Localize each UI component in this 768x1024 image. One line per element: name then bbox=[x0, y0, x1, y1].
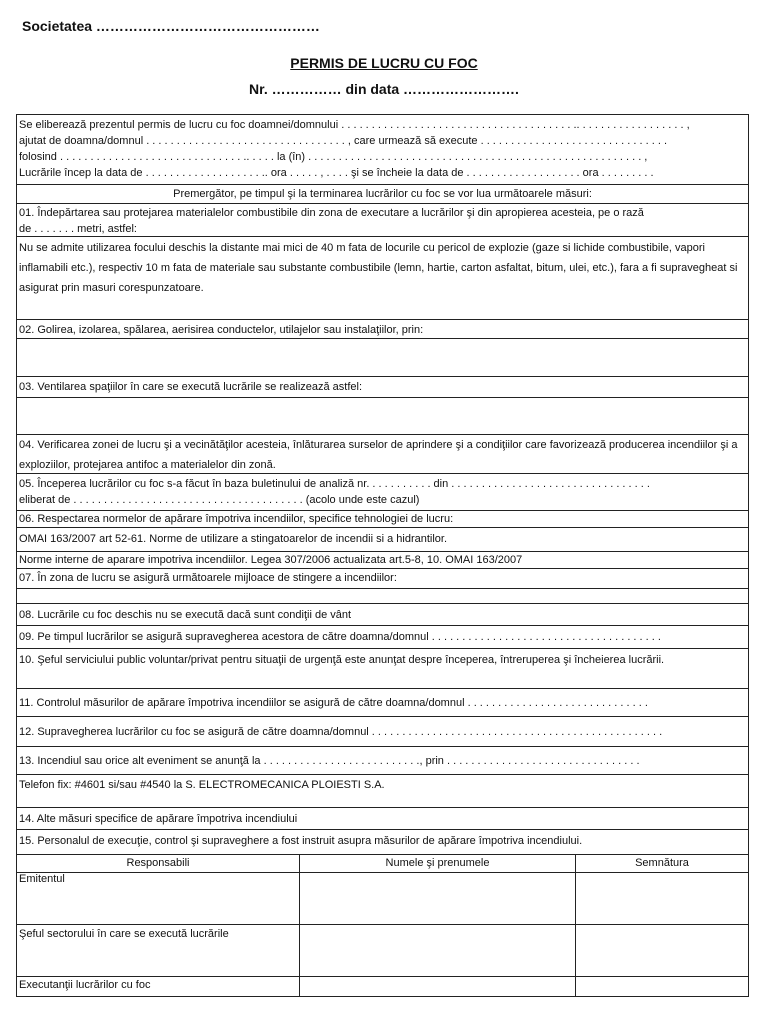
name-cell[interactable] bbox=[300, 925, 576, 976]
item-06-text-2: Norme interne de aparare impotriva incendiilor. Legea 307/2006 actualizata art.5-8, 10. OMAI 163/2007 bbox=[16, 552, 749, 569]
item-14: 14. Alte măsuri specifice de apărare împotriva incendiului bbox=[16, 808, 749, 830]
item-11: 11. Controlul măsurilor de apărare împotriva incendiilor se asigură de către doamna/domnul . . . . . . . . . . . . . . . . . . . . . . . . . . . . . . bbox=[16, 689, 749, 717]
responsible-row-emitent bbox=[16, 873, 749, 925]
item-01-line-2: de . . . . . . . metri, astfel: bbox=[19, 223, 137, 235]
col-header-nume: Numele şi prenumele bbox=[300, 855, 576, 872]
signature-cell[interactable] bbox=[576, 977, 748, 996]
item-07-blank[interactable] bbox=[16, 589, 749, 604]
signature-cell[interactable] bbox=[576, 873, 748, 924]
measures-heading: Premergător, pe timpul şi la terminarea lucrărilor cu foc se vor lua următoarele măsuri: bbox=[16, 185, 749, 204]
item-13: 13. Incendiul sau orice alt eveniment se anunţă la . . . . . . . . . . . . . . . . . . . . . . . . . ., prin . . . . . . . . . . . . . . . . . . . . . . . . . . . . . . . . bbox=[16, 747, 749, 775]
item-09: 09. Pe timpul lucrărilor se asigură supravegherea acestora de către doamna/domnul . . . . . . . . . . . . . . . . . . . . . . . . . . . . . . . . . . . . . . bbox=[16, 626, 749, 649]
item-01-text: Nu se admite utilizarea focului deschis la distante mai mici de 40 m fata de locurile cu pericol de explozie (gaze si lichide combustibile, vapori inflamabili etc.), respectiv 10 m fata de materiale sau substante combustibile (lemn, hartie, carton asfaltat, bitum, ulei, etc.), fara a fi supravegheat si asigurat prin masuri corespunzatoare. bbox=[16, 237, 749, 320]
item-10: 10. Şeful serviciului public voluntar/privat pentru situaţii de urgenţă este anunţat despre începerea, întreruperea şi încheierea lucrării. bbox=[16, 649, 749, 689]
responsible-label: Şeful sectorului în care se execută lucrările bbox=[17, 925, 300, 976]
col-header-semnatura: Semnătura bbox=[635, 857, 689, 869]
col-header-responsabili: Responsabili bbox=[17, 855, 300, 872]
item-02: 02. Golirea, izolarea, spălarea, aerisirea conductelor, utilajelor sau instalaţiilor, prin: bbox=[16, 320, 749, 339]
item-12: 12. Supravegherea lucrărilor cu foc se asigură de către doamna/domnul . . . . . . . . . . . . . . . . . . . . . . . . . . . . . . . . . . . . . . . . . . . . . . . . bbox=[16, 717, 749, 747]
permit-number-line: Nr. …………… din data ……………………. bbox=[249, 81, 519, 97]
responsible-label: Emitentul bbox=[17, 873, 300, 924]
responsibles-header-row bbox=[16, 855, 749, 873]
intro-section bbox=[16, 115, 749, 185]
item-05-line-1: 05. Începerea lucrărilor cu foc s-a făcut în baza buletinului de analiză nr. . . . . . . . . . . din . . . . . . . . . . . . . . . . . . . . . . . . . . . . . . . . . bbox=[19, 478, 650, 490]
item-07: 07. În zona de lucru se asigură următoarele mijloace de stingere a incendiilor: bbox=[16, 569, 749, 589]
item-03-blank[interactable] bbox=[16, 398, 749, 435]
item-02-blank[interactable] bbox=[16, 339, 749, 377]
item-15: 15. Personalul de execuţie, control şi supraveghere a fost instruit asupra măsurilor de apărare împotriva incendiului. bbox=[16, 830, 749, 855]
company-line: Societatea ………………………………………… bbox=[22, 18, 320, 34]
document-title: PERMIS DE LUCRU CU FOC bbox=[290, 55, 478, 71]
intro-line-3: folosind . . . . . . . . . . . . . . . . . . . . . . . . . . . . . . .. . . . . la (în) . . . . . . . . . . . . . . . . . . . . . . . . . . . . . . . . . . . . . . . . . . . . . . . . . . . . . . . , bbox=[19, 151, 648, 163]
intro-line-4: Lucrările încep la data de . . . . . . . . . . . . . . . . . . . .. ora . . . . . , . . . . şi se încheie la data de . . . . . . . . . . . . . . . . . . . ora . . . . . . . . . bbox=[19, 167, 654, 179]
item-03: 03. Ventilarea spaţiilor în care se execută lucrările se realizează astfel: bbox=[16, 377, 749, 398]
item-06-text-1: OMAI 163/2007 art 52-61. Norme de utilizare a stingatoarelor de incendii si a hidrantilor. bbox=[16, 528, 749, 552]
item-05 bbox=[16, 474, 749, 511]
name-cell[interactable] bbox=[300, 977, 576, 996]
permit-form bbox=[16, 114, 749, 997]
responsible-row-executants bbox=[16, 977, 749, 997]
item-06: 06. Respectarea normelor de apărare împotriva incendiilor, specifice tehnologiei de lucru: bbox=[16, 511, 749, 528]
signature-cell[interactable] bbox=[576, 925, 748, 976]
item-08: 08. Lucrările cu foc deschis nu se execută dacă sunt condiţii de vânt bbox=[16, 604, 749, 626]
item-01 bbox=[16, 204, 749, 237]
item-05-line-2: eliberat de . . . . . . . . . . . . . . . . . . . . . . . . . . . . . . . . . . . . . . (acolo unde este cazul) bbox=[19, 494, 420, 506]
item-04: 04. Verificarea zonei de lucru şi a vecinătăţilor acesteia, înlăturarea surselor de aprindere şi a condiţiilor care favorizează producerea incendiilor şi a exploziilor, protejarea antifoc a materialelor din zonă. bbox=[16, 435, 749, 474]
intro-line-2: ajutat de doamna/domnul . . . . . . . . . . . . . . . . . . . . . . . . . . . . . . . . . , care urmează să execute . . . . . . . . . . . . . . . . . . . . . . . . . . . . . . . bbox=[19, 135, 668, 147]
item-01-line-1: 01. Îndepărtarea sau protejarea materialelor combustibile din zona de executare a lucrărilor şi din apropierea acesteia, pe o rază bbox=[19, 207, 644, 219]
responsible-label: Executanţii lucrărilor cu foc bbox=[17, 977, 300, 996]
phone-line: Telefon fix: #4601 si/sau #4540 la S. ELECTROMECANICA PLOIESTI S.A. bbox=[16, 775, 749, 808]
responsible-row-sector-chief bbox=[16, 925, 749, 977]
name-cell[interactable] bbox=[300, 873, 576, 924]
intro-line-1: Se eliberează prezentul permis de lucru cu foc doamnei/domnului . . . . . . . . . . . . . . . . . . . . . . . . . . . . . . . . . . . . . . .. . . . . . . . . . . . . . . . . . , bbox=[19, 119, 690, 131]
